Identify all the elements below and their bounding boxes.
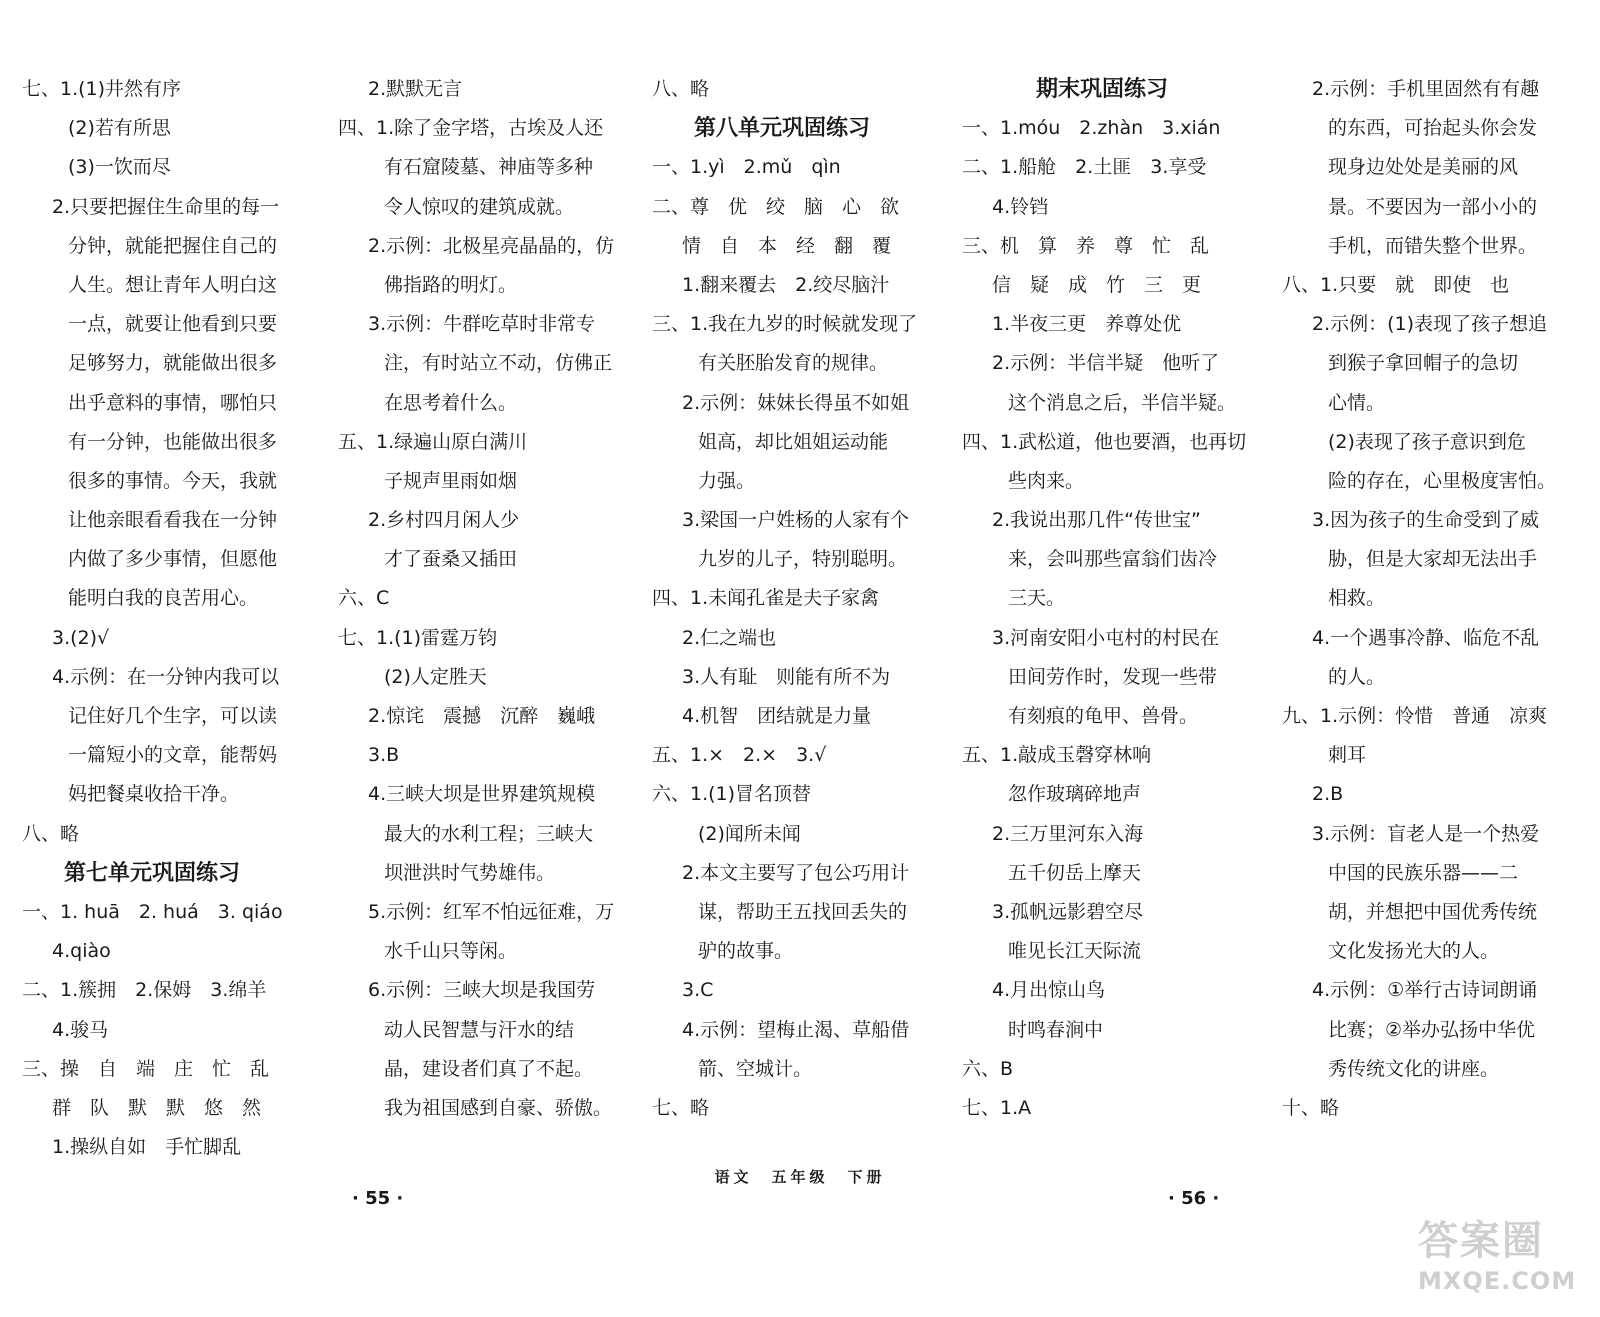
answer-line: 4.qiào [52, 940, 111, 963]
answer-line: 3.河南安阳小屯村的村民在 [992, 626, 1220, 649]
answer-line: 情 自 本 经 翻 覆 [682, 234, 892, 257]
answer-line: 很多的事情。今天，我就 [68, 469, 278, 492]
answer-line: 1.翻来覆去 2.绞尽脑汁 [682, 273, 890, 296]
answer-line: 现身边处处是美丽的风 [1328, 156, 1519, 179]
answer-line: 晶，建设者们真了不起。 [384, 1057, 594, 1080]
answer-line: 2.本文主要写了包公巧用计 [682, 861, 910, 884]
answer-line: 3.孤帆远影碧空尽 [992, 900, 1144, 923]
answer-line: (2)若有所思 [68, 117, 171, 140]
answer-line: 险的存在，心里极度害怕。 [1328, 469, 1557, 492]
answer-line: 一篇短小的文章，能帮妈 [68, 744, 278, 767]
watermark-title: 答案圈 [1418, 1218, 1544, 1264]
answer-line: 3.B [368, 744, 400, 767]
answer-line: 在思考着什么。 [384, 391, 518, 414]
answer-line: 4.示例：望梅止渴、草船借 [682, 1018, 910, 1041]
page-number-right: · 56 · [1168, 1188, 1220, 1209]
answer-line: 3.C [682, 979, 714, 1002]
answer-line: 3.(2)√ [52, 626, 110, 649]
answer-line: 三、机 算 养 尊 忙 乱 [962, 234, 1210, 257]
answer-line: (2)人定胜天 [384, 665, 487, 688]
answer-line: 姐高，却比姐姐运动能 [698, 430, 889, 453]
answer-line: 力强。 [698, 469, 756, 492]
answer-line: 的人。 [1328, 665, 1386, 688]
answer-line: (3)一饮而尽 [68, 156, 171, 179]
answer-line: 二、1.簇拥 2.保姆 3.绵羊 [22, 979, 267, 1002]
answer-line: 六、B [962, 1057, 1014, 1080]
answer-line: 二、1.船舱 2.土匪 3.享受 [962, 156, 1207, 179]
answer-line: 3.梁国一户姓杨的人家有个 [682, 509, 910, 532]
answer-line: 4.示例：①举行古诗词朗诵 [1312, 979, 1538, 1002]
column-5 [1282, 70, 1582, 1128]
column-1 [22, 70, 322, 1167]
answer-line: 4.三峡大坝是世界建筑规模 [368, 783, 596, 806]
answer-line: 记住好几个生字，可以读 [68, 705, 278, 727]
answer-line: 十、略 [1282, 1096, 1340, 1119]
answer-line: 相救。 [1328, 587, 1386, 610]
answer-line: 八、略 [22, 822, 80, 845]
answer-line: 七、1.(1)雷霆万钧 [338, 626, 498, 649]
section-heading: 第七单元巩固练习 [64, 860, 241, 886]
answer-line: 文化发扬光大的人。 [1328, 940, 1500, 963]
answer-line: 2.B [1312, 783, 1344, 806]
watermark-logo [1418, 1218, 1588, 1308]
answer-line: 到猴子拿回帽子的急切 [1328, 352, 1519, 375]
answer-line: 3.示例：牛群吃草时非常专 [368, 313, 596, 336]
answer-line: 有关胚胎发育的规律。 [698, 352, 889, 375]
answer-line: 五、1.敲成玉磬穿林响 [962, 744, 1152, 767]
answer-line: 4.骏马 [52, 1018, 109, 1041]
page-number-left: · 55 · [352, 1188, 404, 1209]
answer-line: 比赛；②举办弘扬中华优 [1328, 1018, 1536, 1041]
answer-line: 秀传统文化的讲座。 [1328, 1057, 1500, 1080]
answer-line: 最大的水利工程；三峡大 [384, 822, 594, 845]
answer-line: 2.示例：北极星亮晶晶的，仿 [368, 234, 615, 257]
answer-line: 3.因为孩子的生命受到了威 [1312, 509, 1540, 532]
answer-line: 七、1.(1)井然有序 [22, 78, 182, 100]
answer-line: 内做了多少事情，但愿他 [68, 548, 278, 571]
answer-line: 七、1.A [962, 1096, 1032, 1119]
answer-line: 人生。想让青年人明白这 [68, 273, 278, 296]
answer-line: 2.示例：(1)表现了孩子想追 [1312, 313, 1548, 336]
answer-line: 群 队 默 默 悠 然 [52, 1096, 262, 1119]
answer-line: 一点，就要让他看到只要 [68, 313, 278, 336]
watermark-url: MXQE.COM [1418, 1267, 1577, 1295]
answer-line: 七、略 [652, 1096, 710, 1119]
answer-line: 2.三万里河东入海 [992, 822, 1144, 845]
answer-line: 有刻痕的龟甲、兽骨。 [1008, 705, 1199, 727]
answer-line: 2.示例：妹妹长得虽不如姐 [682, 391, 910, 414]
answer-line: 五千仞岳上摩天 [1008, 861, 1142, 884]
answer-line: 妈把餐桌收拾干净。 [68, 783, 240, 806]
answer-line: 子规声里雨如烟 [384, 469, 518, 492]
answer-line: 让他亲眼看看我在一分钟 [68, 509, 278, 532]
answer-line: 九、1.示例：怜惜 普通 凉爽 [1282, 705, 1548, 727]
answer-line: 时鸣春涧中 [1008, 1018, 1104, 1041]
answer-line: 这个消息之后，半信半疑。 [1008, 391, 1237, 414]
answer-line: 4.机智 团结就是力量 [682, 705, 872, 727]
answer-line: 坝泄洪时气势雄伟。 [384, 861, 556, 884]
section-heading: 期末巩固练习 [1035, 77, 1168, 102]
answer-line: 刺耳 [1328, 744, 1367, 767]
answer-line: 八、1.只要 就 即使 也 [1282, 273, 1510, 296]
answer-line: 能明白我的良苦用心。 [68, 587, 259, 610]
answer-line: 心情。 [1328, 391, 1386, 414]
answer-line: 一、1.yì 2.mǔ qìn [652, 156, 841, 179]
answer-line: 胁，但是大家却无法出手 [1328, 548, 1538, 571]
answer-line: 中国的民族乐器——二 [1328, 861, 1519, 884]
answer-line: 九岁的儿子，特别聪明。 [698, 548, 908, 571]
answer-line: 信 疑 成 竹 三 更 [992, 273, 1202, 296]
answer-line: 六、C [338, 587, 390, 610]
answer-line: 有石窟陵墓、神庙等多种 [384, 156, 594, 179]
answer-line: 八、略 [652, 78, 710, 100]
answer-line: (2)表现了孩子意识到危 [1328, 430, 1526, 453]
column-2 [338, 70, 638, 1128]
answer-line: 2.示例：半信半疑 他听了 [992, 352, 1220, 375]
subject-footer: 语文 五年级 下册 [714, 1168, 886, 1186]
answer-line: 4.一个遇事冷静、临危不乱 [1312, 626, 1540, 649]
answer-line: 四、1.除了金字塔，古埃及人还 [338, 117, 604, 140]
answer-line: 四、1.武松道，他也要酒，也再切 [962, 430, 1247, 453]
answer-line: 一、1.móu 2.zhàn 3.xián [962, 117, 1221, 140]
answer-line: 胡，并想把中国优秀传统 [1328, 900, 1538, 923]
answer-line: 些肉来。 [1008, 469, 1085, 492]
answer-line: 谋，帮助王五找回丢失的 [698, 900, 908, 923]
answer-line: 2.惊诧 震撼 沉醉 巍峨 [368, 705, 596, 727]
answer-line: 才了蚕桑又插田 [384, 548, 518, 571]
answer-line: 二、尊 优 绞 脑 心 欲 [652, 195, 900, 218]
answer-line: (2)闻所未闻 [698, 822, 801, 845]
answer-line: 三、1.我在九岁的时候就发现了 [652, 313, 918, 336]
answer-line: 我为祖国感到自豪、骄傲。 [384, 1096, 613, 1119]
answer-line: 2.示例：手机里固然有有趣 [1312, 78, 1540, 100]
answer-line: 五、1.× 2.× 3.√ [652, 744, 827, 767]
answer-line: 忽作玻璃碎地声 [1008, 783, 1142, 806]
answer-line: 的东西，可抬起头你会发 [1328, 117, 1538, 140]
answer-line: 3.示例：盲老人是一个热爱 [1312, 822, 1540, 845]
answer-line: 田间劳作时，发现一些带 [1008, 665, 1218, 688]
answer-line: 驴的故事。 [698, 940, 794, 963]
answer-line: 2.乡村四月闲人少 [368, 509, 520, 532]
answer-line: 2.我说出那几件“传世宝” [992, 509, 1201, 532]
answer-line: 有一分钟，也能做出很多 [68, 430, 278, 453]
answer-line: 三天。 [1008, 587, 1066, 610]
answer-line: 3.人有耻 则能有所不为 [682, 665, 891, 688]
answer-line: 四、1.未闻孔雀是夫子家禽 [652, 587, 880, 610]
answer-line: 2.仁之端也 [682, 626, 777, 649]
answer-line: 箭、空城计。 [698, 1057, 813, 1080]
column-4 [962, 70, 1262, 1128]
answer-line: 1.半夜三更 养尊处优 [992, 313, 1182, 336]
section-heading: 第八单元巩固练习 [694, 116, 871, 142]
answer-line: 4.月出惊山鸟 [992, 979, 1106, 1002]
answer-line: 4.铃铛 [992, 195, 1049, 218]
answer-line: 出乎意料的事情，哪怕只 [68, 391, 278, 414]
answer-line: 令人惊叹的建筑成就。 [384, 195, 575, 218]
column-3 [652, 70, 952, 1128]
answer-line: 注，有时站立不动，仿佛正 [384, 352, 613, 375]
answer-line: 水千山只等闲。 [384, 940, 518, 963]
answer-line: 手机，而错失整个世界。 [1328, 234, 1538, 257]
answer-line: 六、1.(1)冒名顶替 [652, 783, 812, 806]
answer-line: 1.操纵自如 手忙脚乱 [52, 1136, 242, 1159]
answer-line: 三、操 自 端 庄 忙 乱 [22, 1057, 270, 1080]
answer-line: 五、1.绿遍山原白满川 [338, 430, 528, 453]
answer-line: 2.只要把握住生命里的每一 [52, 195, 280, 218]
answer-line: 分钟，就能把握住自己的 [68, 234, 278, 257]
answer-line: 2.默默无言 [368, 78, 463, 100]
answer-line: 足够努力，就能做出很多 [68, 352, 278, 375]
answer-line: 一、1. huā 2. huá 3. qiáo [22, 900, 283, 923]
answer-line: 6.示例：三峡大坝是我国劳 [368, 979, 596, 1002]
answer-line: 5.示例：红军不怕远征难，万 [368, 900, 615, 923]
answer-line: 佛指路的明灯。 [384, 273, 518, 296]
answer-line: 来，会叫那些富翁们齿冷 [1008, 548, 1218, 571]
answer-line: 景。不要因为一部小小的 [1328, 195, 1538, 218]
answer-line: 唯见长江天际流 [1008, 940, 1142, 963]
answer-line: 动人民智慧与汗水的结 [384, 1018, 575, 1041]
answer-line: 4.示例：在一分钟内我可以 [52, 665, 280, 688]
